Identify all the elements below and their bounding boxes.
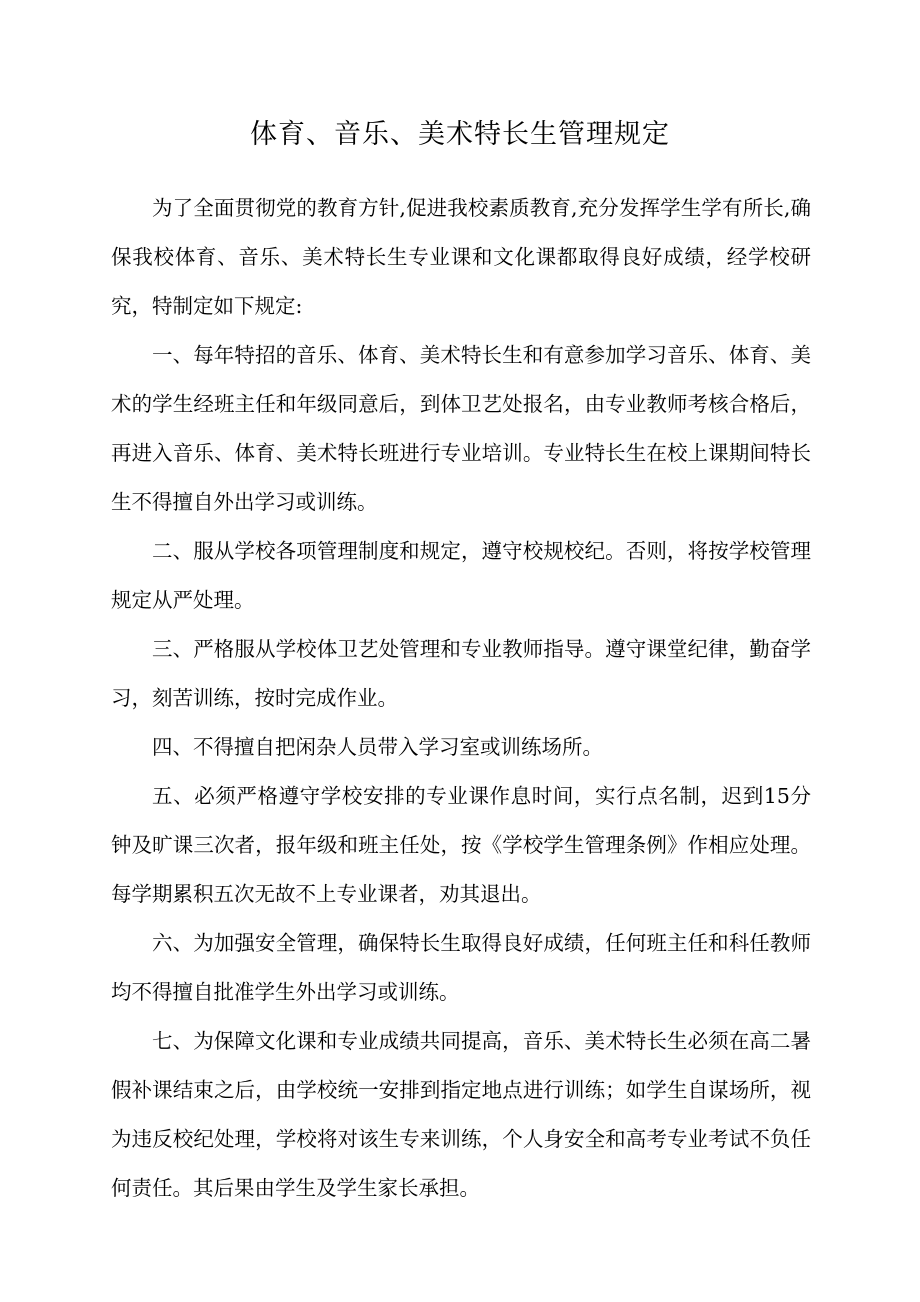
rule-paragraph-4: 四、不得擅自把闲杂人员带入学习室或训练场所。	[152, 735, 603, 759]
document-body	[111, 184, 811, 1213]
document-title: 体育、音乐、美术特长生管理规定	[250, 119, 670, 150]
rule-paragraph-2: 二、服从学校各项管理制度和规定，遵守校规校纪。否则，将按学校管理规定从严处理。	[111, 539, 811, 612]
intro-paragraph: 为了全面贯彻党的教育方针,促进我校素质教育,充分发挥学生学有所长,确保我校体育、音乐、美术特长生专业课和文化课都取得良好成绩，经学校研究，特制定如下规定:	[111, 196, 811, 318]
rule-paragraph-5: 五、必须严格遵守学校安排的专业课作息时间，实行点名制，迟到15分钟及旷课三次者，报年级和班主任处，按《学校学生管理条例》作相应处理。每学期累积五次无故不上专业课者，劝其退出。	[111, 784, 811, 906]
rule-paragraph-6: 六、为加强安全管理，确保特长生取得良好成绩，任何班主任和科任教师均不得擅自批准学生外出学习或训练。	[111, 931, 811, 1004]
rule-paragraph-1: 一、每年特招的音乐、体育、美术特长生和有意参加学习音乐、体育、美术的学生经班主任和年级同意后，到体卫艺处报名，由专业教师考核合格后，再进入音乐、体育、美术特长班进行专业培训。专业特长生在校上课期间特长生不得擅自外出学习或训练。	[111, 343, 811, 514]
rule-paragraph-7: 七、为保障文化课和专业成绩共同提高，音乐、美术特长生必须在高二暑假补课结束之后，由学校统一安排到指定地点进行训练；如学生自谋场所，视为违反校纪处理，学校将对该生专来训练，个人身安全和高考专业考试不负任何责任。其后果由学生及学生家长承担。	[111, 1029, 811, 1200]
rule-paragraph-3: 三、严格服从学校体卫艺处管理和专业教师指导。遵守课堂纪律，勤奋学习，刻苦训练，按时完成作业。	[111, 637, 811, 710]
